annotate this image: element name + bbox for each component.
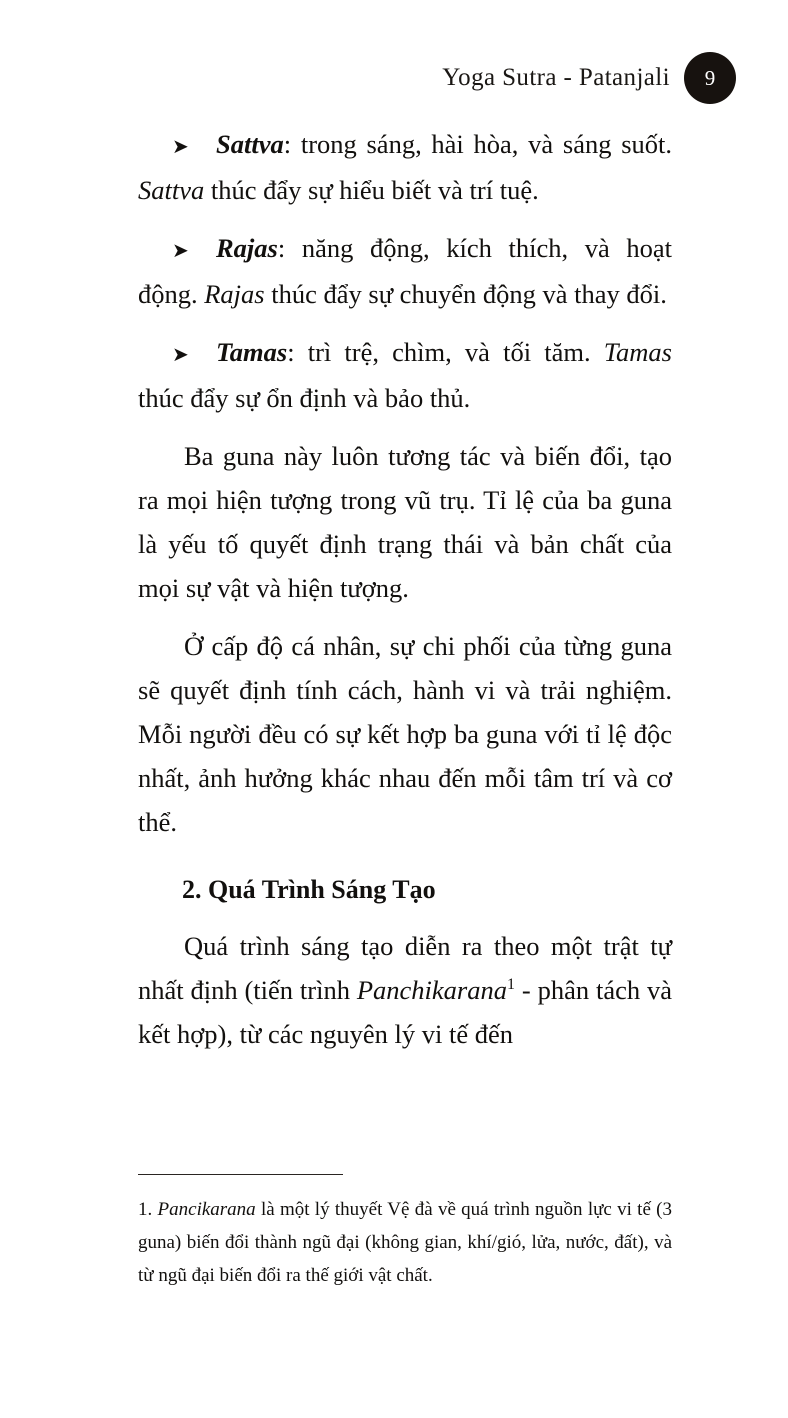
list-item-emphasis: Tamas bbox=[603, 337, 672, 367]
footnote-number: 1. bbox=[138, 1199, 158, 1220]
footnote-term: Pancikarana bbox=[157, 1199, 256, 1220]
list-item-emphasis: Rajas bbox=[204, 279, 265, 309]
section-text-a: Quá trình sáng tạo diễn ra theo một trật tự nhất định (tiến trình bbox=[138, 931, 672, 1005]
section-term-emphasis: Panchikarana bbox=[356, 975, 507, 1005]
list-item bbox=[138, 226, 672, 316]
body-paragraph: Ba guna này luôn tương tác và biến đổi, tạo ra mọi hiện tượng trong vũ trụ. Tỉ lệ của ba guna là yếu tố quyết định trạng thái và bản chất của mọi sự vật và hiện tượng. bbox=[138, 441, 672, 603]
list-item-text-a: : trì trệ, chìm, và tối tăm. bbox=[287, 337, 604, 367]
list-item bbox=[138, 330, 672, 420]
arrow-bullet-icon: ➤ bbox=[172, 238, 189, 262]
list-item-text-b: thúc đẩy sự hiểu biết và trí tuệ. bbox=[204, 175, 539, 205]
list-item-emphasis: Sattva bbox=[138, 175, 205, 205]
footnote-reference: 1 bbox=[507, 976, 515, 994]
arrow-bullet-icon: ➤ bbox=[172, 134, 189, 158]
list-item-term: Sattva bbox=[216, 129, 284, 159]
arrow-bullet-icon: ➤ bbox=[172, 342, 189, 366]
section-heading: 2. Quá Trình Sáng Tạo bbox=[182, 875, 436, 904]
page-header bbox=[442, 52, 736, 104]
footnote-block bbox=[138, 1174, 672, 1292]
footnote-body: là một lý thuyết Vệ đà về quá trình nguồn lực vi tế (3 guna) biến đổi thành ngũ đại (không gian, khí/gió, lửa, nước, đất), và từ ngũ đại biến đổi ra thế giới vật chất. bbox=[138, 1199, 672, 1286]
section-body-paragraph bbox=[138, 924, 672, 1056]
list-item-text-b: thúc đẩy sự ổn định và bảo thủ. bbox=[138, 383, 471, 413]
page-number-badge: 9 bbox=[684, 52, 736, 104]
section-text-b: - phân tách và kết hợp), từ các nguyên lý vi tế đến bbox=[138, 975, 672, 1049]
list-item-text-b: thúc đẩy sự chuyển động và thay đổi. bbox=[264, 279, 667, 309]
book-title: Yoga Sutra - Patanjali bbox=[442, 64, 670, 91]
list-item-term: Rajas bbox=[216, 233, 278, 263]
list-item-text-a: : năng động, kích thích, và hoạt động. bbox=[138, 233, 672, 309]
body-paragraph: Ở cấp độ cá nhân, sự chi phối của từng guna sẽ quyết định tính cách, hành vi và trải nghiệm. Mỗi người đều có sự kết hợp ba guna với tỉ lệ độc nhất, ảnh hưởng khác nhau đến mỗi tâm trí và cơ thể. bbox=[138, 631, 672, 837]
footnote-text bbox=[138, 1193, 672, 1292]
list-item-text-a: : trong sáng, hài hòa, và sáng suốt. bbox=[283, 129, 672, 159]
list-item bbox=[138, 122, 672, 212]
footnote-divider bbox=[138, 1174, 343, 1175]
list-item-term: Tamas bbox=[216, 337, 288, 367]
page-content bbox=[138, 122, 672, 1070]
